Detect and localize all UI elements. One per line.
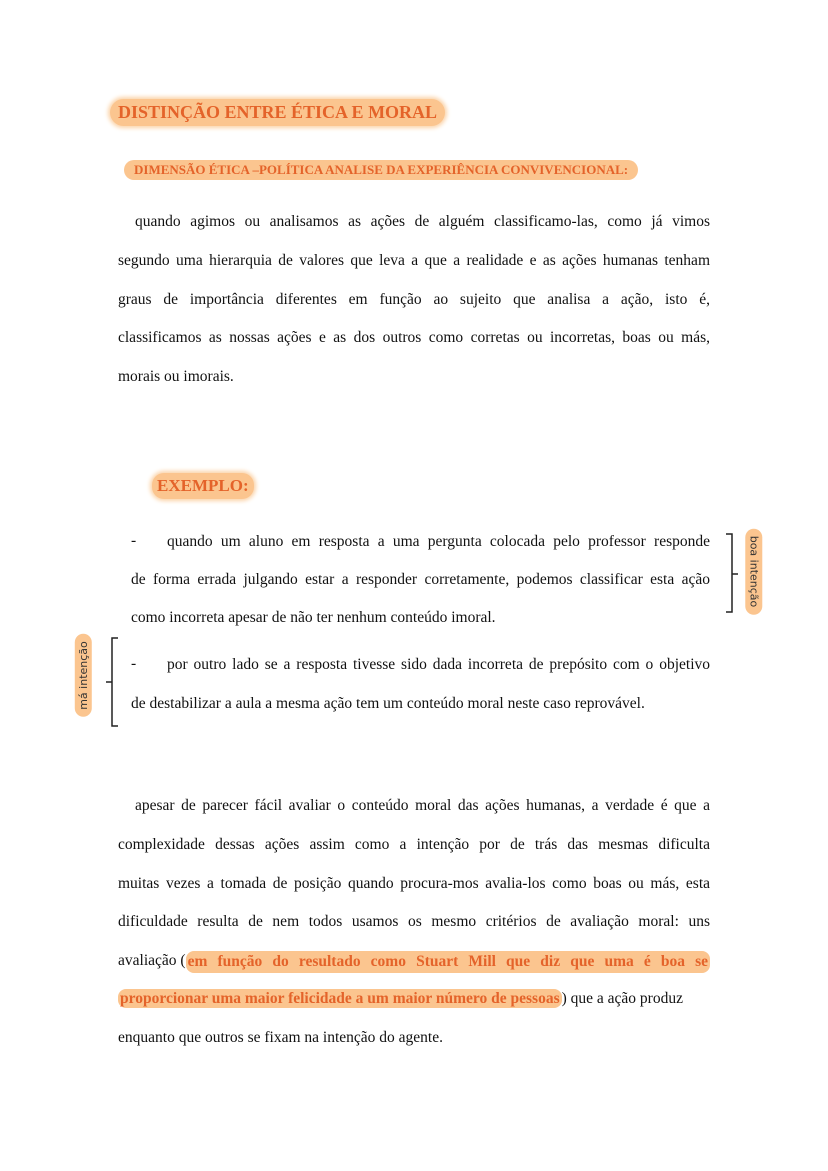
example-heading-highlight bbox=[152, 473, 254, 499]
left-bracket-icon bbox=[104, 636, 120, 728]
text-line: segundo uma hierarquia de valores que leva a que a realidade e as ações humanas tenham bbox=[118, 252, 710, 269]
text-line: muitas vezes a tomada de posição quando procura-mos avalia-los como boas ou más, esta bbox=[118, 875, 710, 892]
subtitle-highlight bbox=[124, 160, 638, 180]
text-line: por outro lado se a resposta tivesse sido dada incorreta de prepósito com o objetivo bbox=[167, 656, 710, 673]
example-heading: EXEMPLO: bbox=[157, 476, 249, 495]
bullet-dash: - bbox=[131, 532, 137, 549]
annotation-bad-intention: má intenção bbox=[75, 634, 92, 717]
text-line bbox=[118, 989, 710, 1009]
text-line: complexidade dessas ações assim como a intenção por de trás das mesmas dificulta bbox=[118, 836, 710, 853]
text-line: quando agimos ou analisamos as ações de alguém classificamo-las, como já vimos bbox=[135, 213, 710, 230]
text-line: enquanto que outros se fixam na intenção do agente. bbox=[118, 1029, 443, 1046]
text-line: apesar de parecer fácil avaliar o conteúdo moral das ações humanas, a verdade é que a bbox=[135, 797, 710, 814]
text-line: de forma errada julgando estar a responder corretamente, podemos classificar esta ação bbox=[131, 571, 710, 588]
annotation-good-intention: boa intenção bbox=[745, 529, 762, 615]
text-line: dificuldade resulta de nem todos usamos os mesmo critérios de avaliação moral: uns bbox=[118, 913, 710, 930]
text-segment: avaliação ( bbox=[118, 952, 186, 969]
text-line: como incorreta apesar de não ter nenhum conteúdo imoral. bbox=[131, 609, 496, 626]
text-line: quando um aluno em resposta a uma pergunta colocada pelo professor responde bbox=[167, 533, 710, 550]
text-line: graus de importância diferentes em função ao sujeito que analisa a ação, isto é, bbox=[118, 291, 710, 308]
text-line: morais ou imorais. bbox=[118, 368, 234, 385]
bullet-dash: - bbox=[131, 655, 137, 672]
highlighted-text: em função do resultado como Stuart Mill que diz que uma é boa se bbox=[186, 951, 710, 973]
text-line: de destabilizar a aula a mesma ação tem um conteúdo moral neste caso reprovável. bbox=[131, 695, 645, 712]
document-subtitle: DIMENSÃO ÉTICA –POLÍTICA ANALISE DA EXPERIÊNCIA CONVIVENCIONAL: bbox=[134, 162, 629, 177]
title-highlight bbox=[110, 99, 445, 126]
right-bracket-icon bbox=[724, 532, 740, 616]
document-title: DISTINÇÃO ENTRE ÉTICA E MORAL bbox=[118, 102, 438, 122]
text-segment: ) que a ação produz bbox=[561, 990, 683, 1007]
text-line bbox=[118, 951, 710, 973]
text-line: classificamos as nossas ações e as dos outros como corretas ou incorretas, boas ou más, bbox=[118, 329, 710, 346]
highlighted-text: proporcionar uma maior felicidade a um maior número de pessoas bbox=[120, 990, 560, 1007]
